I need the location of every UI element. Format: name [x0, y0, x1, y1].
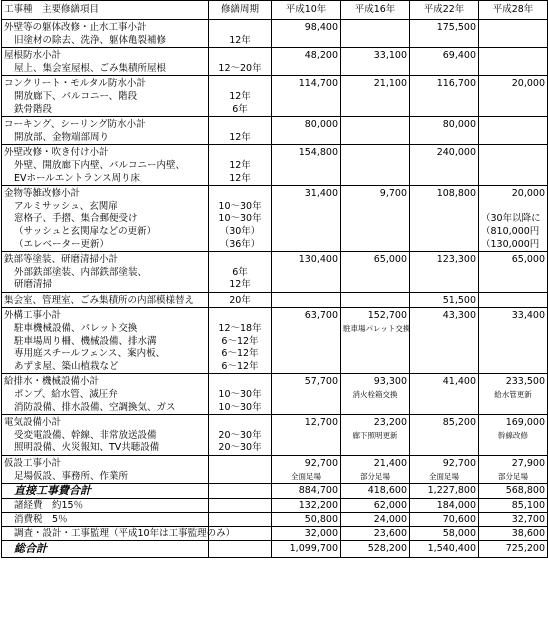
sub-item-cell: 照明設備、火災報知、TV共聴設備 [2, 442, 209, 455]
group-h22-cell: 92,700 [410, 456, 479, 471]
sub-item-cell: （エレベーター更新） [2, 239, 209, 252]
sub-h28-cell [479, 160, 548, 173]
sub-h16-cell [341, 201, 410, 214]
sub-h10-cell [272, 348, 341, 361]
direct-total-cycle [209, 484, 272, 499]
group-h28-cell: 20,000 [479, 186, 548, 201]
sub-cycle-cell: 10〜30年 [209, 213, 272, 226]
group-item-cell: 外壁等の躯体改修・止水工事小計 [2, 20, 209, 35]
cost-row [2, 499, 548, 513]
sub-h28-cell: （130,000円 [479, 239, 548, 252]
grand-total-h28: 725,200 [479, 541, 548, 558]
cost-h10: 32,000 [272, 527, 341, 541]
sub-h28-cell [479, 348, 548, 361]
sub-h10-cell [272, 336, 341, 349]
sub-h28-cell: 幹線改修 [479, 430, 548, 443]
sub-h28-cell [479, 336, 548, 349]
sub-h16-cell [341, 132, 410, 145]
sub-item-row [2, 402, 548, 415]
group-h10-cell: 31,400 [272, 186, 341, 201]
group-header-row [2, 76, 548, 91]
group-h22-cell: 69,400 [410, 48, 479, 63]
group-h28-cell: 233,500 [479, 374, 548, 389]
sub-h22-cell: 全面足場 [410, 471, 479, 484]
sub-cycle-cell: 6〜12年 [209, 348, 272, 361]
cost-label: 諸経費 約15％ [2, 499, 209, 513]
group-h10-cell: 80,000 [272, 117, 341, 132]
sub-cycle-cell: 6〜12年 [209, 361, 272, 374]
sub-h16-cell [341, 336, 410, 349]
sub-h10-cell [272, 389, 341, 402]
group-h10-cell: 130,400 [272, 252, 341, 267]
group-item-cell: 金物等雑改修小計 [2, 186, 209, 201]
group-h28-cell [479, 145, 548, 160]
group-header-row [2, 145, 548, 160]
group-h10-cell: 63,700 [272, 308, 341, 323]
grand-total-h10: 1,099,700 [272, 541, 341, 558]
sub-h10-cell [272, 267, 341, 280]
group-cycle-cell [209, 145, 272, 160]
sub-item-cell: 窓格子、手摺、集合郵便受け [2, 213, 209, 226]
group-h10-cell: 12,700 [272, 415, 341, 430]
sub-cycle-cell: 6年 [209, 104, 272, 117]
group-item-cell: 集会室、管理室、ごみ集積所の内部模様替え [2, 292, 209, 308]
sub-h22-cell [410, 226, 479, 239]
cost-label: 調査・設計・工事監理（平成10年は工事監理のみ） [2, 527, 209, 541]
sub-h22-cell [410, 323, 479, 336]
group-header-row [2, 374, 548, 389]
sub-cycle-cell: 12年 [209, 279, 272, 292]
grand-total-h16: 528,200 [341, 541, 410, 558]
sub-h10-cell [272, 201, 341, 214]
sub-h16-cell [341, 213, 410, 226]
sub-h28-cell [479, 201, 548, 214]
group-item-cell: 仮設工事小計 [2, 456, 209, 471]
cost-h16: 23,600 [341, 527, 410, 541]
sub-h28-cell [479, 402, 548, 415]
header-cycle: 修繕周期 [209, 1, 272, 20]
group-header-row [2, 186, 548, 201]
sub-h10-cell [272, 323, 341, 336]
group-item-cell: 外構工事小計 [2, 308, 209, 323]
group-cycle-cell [209, 308, 272, 323]
sub-h22-cell [410, 132, 479, 145]
sub-item-cell: 外部鉄部塗装、内部鉄部塗装、 [2, 267, 209, 280]
sub-cycle-cell: （30年） [209, 226, 272, 239]
group-cycle-cell [209, 456, 272, 471]
sub-item-cell: 旧塗材の除去、洗浄、躯体亀裂補修 [2, 35, 209, 48]
group-header-row [2, 252, 548, 267]
group-item-cell: 電気設備小計 [2, 415, 209, 430]
cost-h10: 132,200 [272, 499, 341, 513]
sub-h22-cell [410, 35, 479, 48]
group-h16-cell: 9,700 [341, 186, 410, 201]
sub-h16-cell: 消火栓箱交換 [341, 389, 410, 402]
group-item-cell: 給排水・機械設備小計 [2, 374, 209, 389]
sub-h28-cell [479, 91, 548, 104]
sub-h22-cell [410, 348, 479, 361]
group-cycle-cell [209, 415, 272, 430]
group-h28-cell [479, 117, 548, 132]
group-header-row [2, 415, 548, 430]
group-cycle-cell [209, 76, 272, 91]
group-h16-cell: 152,700 [341, 308, 410, 323]
direct-total-h28: 568,800 [479, 484, 548, 499]
sub-h22-cell [410, 160, 479, 173]
sub-item-cell: 鉄骨階段 [2, 104, 209, 117]
sub-cycle-cell: 10〜30年 [209, 389, 272, 402]
sub-h28-cell [479, 104, 548, 117]
direct-total-h10: 884,700 [272, 484, 341, 499]
sub-item-row [2, 389, 548, 402]
group-h22-cell: 123,300 [410, 252, 479, 267]
direct-total-row [2, 484, 548, 499]
sub-h28-cell [479, 173, 548, 186]
sub-h16-cell [341, 226, 410, 239]
sub-h22-cell [410, 91, 479, 104]
sub-h28-cell: （30年以降に [479, 213, 548, 226]
cost-h28: 38,600 [479, 527, 548, 541]
group-header-row [2, 117, 548, 132]
group-h22-cell: 85,200 [410, 415, 479, 430]
cost-h16: 24,000 [341, 513, 410, 527]
sub-h22-cell [410, 104, 479, 117]
sub-h16-cell: 部分足場 [341, 471, 410, 484]
sub-cycle-cell: 10〜30年 [209, 402, 272, 415]
group-h28-cell: 33,400 [479, 308, 548, 323]
cost-h16: 62,000 [341, 499, 410, 513]
header-row [2, 1, 548, 20]
sub-h28-cell [479, 35, 548, 48]
sub-item-cell: 屋上、集会室屋根、ごみ集積所屋根 [2, 63, 209, 76]
cost-h22: 184,000 [410, 499, 479, 513]
sub-h28-cell: 部分足場 [479, 471, 548, 484]
group-h28-cell [479, 20, 548, 35]
group-h10-cell: 92,700 [272, 456, 341, 471]
group-h16-cell: 93,300 [341, 374, 410, 389]
group-h22-cell: 108,800 [410, 186, 479, 201]
cost-cycle [209, 513, 272, 527]
sub-cycle-cell: 12年 [209, 173, 272, 186]
group-h16-cell: 23,200 [341, 415, 410, 430]
header-h10: 平成10年 [272, 1, 341, 20]
sub-cycle-cell: 10〜30年 [209, 201, 272, 214]
header-item: 工事種 主要修繕項目 [2, 1, 209, 20]
sub-h22-cell [410, 402, 479, 415]
grand-total-h22: 1,540,400 [410, 541, 479, 558]
group-cycle-cell [209, 117, 272, 132]
sub-h22-cell [410, 389, 479, 402]
sub-h22-cell [410, 267, 479, 280]
sub-h28-cell [479, 442, 548, 455]
group-item-cell: 鉄部等塗装、研磨清掃小計 [2, 252, 209, 267]
cost-h28: 85,100 [479, 499, 548, 513]
sub-item-row [2, 442, 548, 455]
group-cycle-cell: 20年 [209, 292, 272, 308]
sub-h22-cell [410, 430, 479, 443]
sub-h16-cell [341, 279, 410, 292]
group-h28-cell: 27,900 [479, 456, 548, 471]
group-cycle-cell [209, 374, 272, 389]
sub-h16-cell [341, 91, 410, 104]
sub-item-row [2, 160, 548, 173]
header-h22: 平成22年 [410, 1, 479, 20]
group-h22-cell: 240,000 [410, 145, 479, 160]
grand-total-label: 総合計 [2, 541, 209, 558]
group-h28-cell [479, 292, 548, 308]
sub-h10-cell [272, 239, 341, 252]
group-item-cell: 外壁改修・吹き付け小計 [2, 145, 209, 160]
sub-item-row [2, 430, 548, 443]
sub-h16-cell: 廊下照明更新 [341, 430, 410, 443]
header-h28: 平成28年 [479, 1, 548, 20]
sub-h16-cell [341, 361, 410, 374]
sub-cycle-cell: 6年 [209, 267, 272, 280]
group-cycle-cell [209, 48, 272, 63]
group-h16-cell: 65,000 [341, 252, 410, 267]
sub-item-cell: 外壁、開放廊下内壁、バルコニー内壁、 [2, 160, 209, 173]
grand-total-cycle [209, 541, 272, 558]
sub-h10-cell [272, 226, 341, 239]
sub-item-cell: （サッシュと玄関扉などの更新） [2, 226, 209, 239]
sub-cycle-cell: 12年 [209, 35, 272, 48]
sub-h22-cell [410, 279, 479, 292]
group-h22-cell: 43,300 [410, 308, 479, 323]
sub-h28-cell [479, 361, 548, 374]
sub-item-row [2, 471, 548, 484]
cost-h10: 50,800 [272, 513, 341, 527]
group-cycle-cell [209, 186, 272, 201]
sub-cycle-cell [209, 471, 272, 484]
sub-item-row [2, 173, 548, 186]
sub-item-cell: ポンプ、給水管、滅圧弁 [2, 389, 209, 402]
sub-h16-cell [341, 35, 410, 48]
group-h22-cell: 175,500 [410, 20, 479, 35]
cost-h28: 32,700 [479, 513, 548, 527]
sub-h10-cell [272, 361, 341, 374]
sub-h16-cell [341, 348, 410, 361]
group-h28-cell: 169,000 [479, 415, 548, 430]
group-h22-cell: 41,400 [410, 374, 479, 389]
sub-item-cell: 研磨清掃 [2, 279, 209, 292]
sub-h16-cell [341, 442, 410, 455]
sub-h16-cell [341, 173, 410, 186]
sub-item-row [2, 63, 548, 76]
sub-h16-cell [341, 160, 410, 173]
sub-item-cell: アルミサッシュ、玄関扉 [2, 201, 209, 214]
direct-total-label: 直接工事費合計 [2, 484, 209, 499]
sub-item-cell: 開放部、金物端部周り [2, 132, 209, 145]
group-cycle-cell [209, 20, 272, 35]
cost-h22: 58,000 [410, 527, 479, 541]
sub-h10-cell [272, 213, 341, 226]
sub-h28-cell [479, 267, 548, 280]
sub-h22-cell [410, 336, 479, 349]
sub-item-row [2, 132, 548, 145]
sub-item-row [2, 91, 548, 104]
sub-item-row [2, 35, 548, 48]
sub-item-cell: 駐車機械設備、パレット交換 [2, 323, 209, 336]
cost-row [2, 527, 548, 541]
group-h10-cell: 154,800 [272, 145, 341, 160]
group-h28-cell [479, 48, 548, 63]
sub-h10-cell [272, 35, 341, 48]
sub-item-row [2, 336, 548, 349]
group-h28-cell: 20,000 [479, 76, 548, 91]
group-h16-cell [341, 292, 410, 308]
sub-item-row [2, 226, 548, 239]
cost-h22: 70,600 [410, 513, 479, 527]
sub-h28-cell [479, 279, 548, 292]
sub-cycle-cell: 12年 [209, 160, 272, 173]
sub-h22-cell [410, 239, 479, 252]
sub-h10-cell [272, 63, 341, 76]
sub-item-cell: 駐車場周り柵、機械設備、排水溝 [2, 336, 209, 349]
sub-h22-cell [410, 63, 479, 76]
group-h10-cell [272, 292, 341, 308]
sub-item-cell: 開放廊下、バルコニー、階段 [2, 91, 209, 104]
sub-h10-cell [272, 104, 341, 117]
group-item-cell: コンクリート・モルタル防水小計 [2, 76, 209, 91]
sub-h10-cell [272, 430, 341, 443]
sub-item-row [2, 361, 548, 374]
sub-cycle-cell: 12年 [209, 132, 272, 145]
sub-h22-cell [410, 173, 479, 186]
cost-row [2, 513, 548, 527]
sub-h10-cell: 全面足場 [272, 471, 341, 484]
group-h22-cell: 116,700 [410, 76, 479, 91]
sub-cycle-cell: 12年 [209, 91, 272, 104]
direct-total-h16: 418,600 [341, 484, 410, 499]
sub-cycle-cell: 20〜30年 [209, 430, 272, 443]
group-item-cell: コーキング、シーリング防水小計 [2, 117, 209, 132]
group-h16-cell: 21,100 [341, 76, 410, 91]
sub-h22-cell [410, 213, 479, 226]
group-header-row [2, 292, 548, 308]
sub-h10-cell [272, 132, 341, 145]
group-header-row [2, 308, 548, 323]
group-h22-cell: 51,500 [410, 292, 479, 308]
cost-cycle [209, 499, 272, 513]
sub-item-cell: 消防設備、排水設備、空調換気、ガス [2, 402, 209, 415]
sub-item-row [2, 348, 548, 361]
sub-item-row [2, 213, 548, 226]
sub-h28-cell [479, 323, 548, 336]
sub-h28-cell [479, 132, 548, 145]
group-h22-cell: 80,000 [410, 117, 479, 132]
table-body [2, 20, 548, 484]
group-header-row [2, 456, 548, 471]
repair-cost-table [1, 0, 548, 558]
sub-h10-cell [272, 402, 341, 415]
sub-h22-cell [410, 361, 479, 374]
group-h10-cell: 48,200 [272, 48, 341, 63]
sub-h22-cell [410, 442, 479, 455]
group-header-row [2, 20, 548, 35]
sub-h16-cell: 駐車場パレット交換 [341, 323, 410, 336]
group-h16-cell [341, 20, 410, 35]
group-h16-cell: 33,100 [341, 48, 410, 63]
sub-h10-cell [272, 279, 341, 292]
group-item-cell: 屋根防水小計 [2, 48, 209, 63]
sub-h10-cell [272, 160, 341, 173]
sub-item-row [2, 279, 548, 292]
group-h10-cell: 57,700 [272, 374, 341, 389]
sub-cycle-cell: 6〜12年 [209, 336, 272, 349]
sub-cycle-cell: 12〜20年 [209, 63, 272, 76]
sub-h16-cell [341, 402, 410, 415]
group-h16-cell [341, 145, 410, 160]
direct-total-h22: 1,227,800 [410, 484, 479, 499]
sub-h10-cell [272, 91, 341, 104]
sub-cycle-cell: 20〜30年 [209, 442, 272, 455]
cost-label: 消費税 5％ [2, 513, 209, 527]
sub-item-row [2, 323, 548, 336]
sub-item-cell: あずま屋、築山植栽など [2, 361, 209, 374]
group-h16-cell: 21,400 [341, 456, 410, 471]
sub-h16-cell [341, 63, 410, 76]
sub-h28-cell [479, 63, 548, 76]
group-h16-cell [341, 117, 410, 132]
sub-item-cell: 足場仮設、事務所、作業所 [2, 471, 209, 484]
sub-item-row [2, 267, 548, 280]
sub-h10-cell [272, 173, 341, 186]
sub-h16-cell [341, 239, 410, 252]
group-h10-cell: 114,700 [272, 76, 341, 91]
sub-cycle-cell: （36年） [209, 239, 272, 252]
sub-item-row [2, 201, 548, 214]
sub-h22-cell [410, 201, 479, 214]
header-h16: 平成16年 [341, 1, 410, 20]
sub-h28-cell: （810,000円 [479, 226, 548, 239]
sub-item-cell: 専用庭スチールフェンス、案内板、 [2, 348, 209, 361]
sub-item-cell: EVホールエントランス周り床 [2, 173, 209, 186]
sub-item-row [2, 239, 548, 252]
sub-h16-cell [341, 267, 410, 280]
group-cycle-cell [209, 252, 272, 267]
sub-cycle-cell: 12〜18年 [209, 323, 272, 336]
sub-h28-cell: 給水管更新 [479, 389, 548, 402]
sub-h10-cell [272, 442, 341, 455]
grand-total-row [2, 541, 548, 558]
sub-item-row [2, 104, 548, 117]
group-h28-cell: 65,000 [479, 252, 548, 267]
group-h10-cell: 98,400 [272, 20, 341, 35]
group-header-row [2, 48, 548, 63]
sub-h16-cell [341, 104, 410, 117]
sub-item-cell: 受変電設備、幹線、非常放送設備 [2, 430, 209, 443]
